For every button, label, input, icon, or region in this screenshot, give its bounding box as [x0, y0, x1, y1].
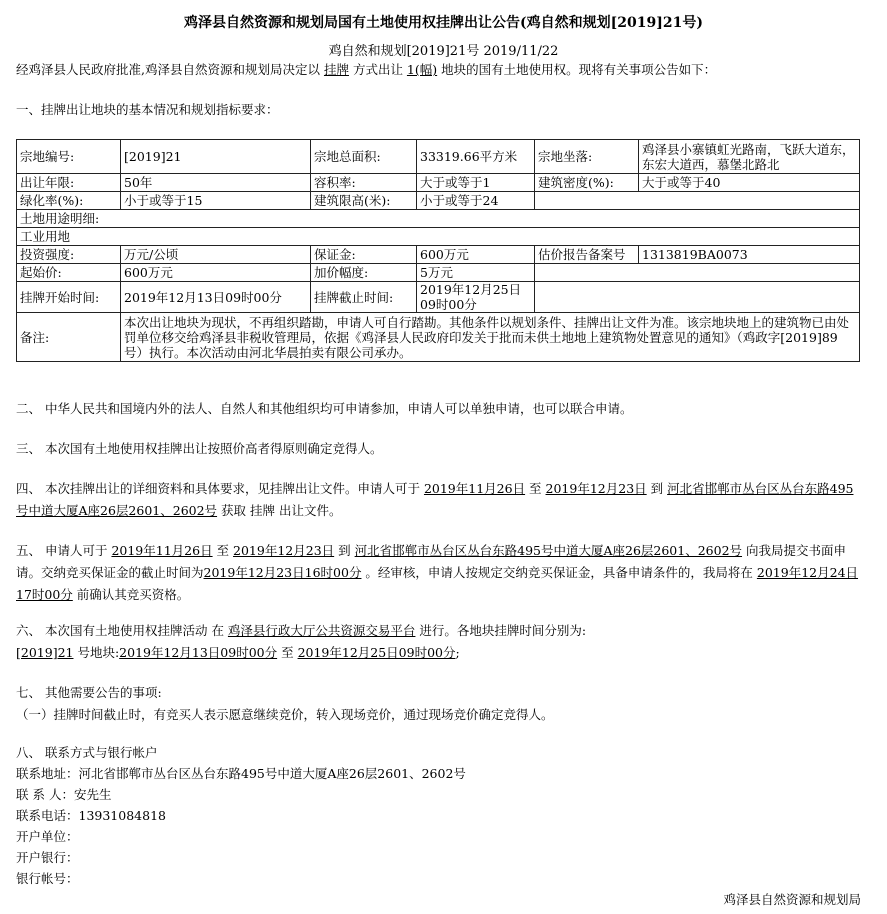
green-label: 绿化率(%):	[17, 192, 121, 210]
section-4-text: 获取 挂牌 出让文件。	[217, 503, 342, 518]
remark-label: 备注:	[17, 313, 121, 362]
section-4-text: 四、 本次挂牌出让的详细资料和具体要求，见挂牌出让文件。申请人可于	[16, 481, 424, 496]
contact-address: 联系地址：河北省邯郸市丛台区丛台东路495号中道大厦A座26层2601、2602号	[16, 766, 466, 781]
intro-mode: 挂牌	[323, 62, 349, 77]
section-5-text: 前确认其竞买资格。	[72, 587, 190, 602]
increment-label: 加价幅度:	[311, 264, 417, 282]
section-5-text: 五、 申请人可于	[16, 543, 112, 558]
section-4-date-start: 2019年11月26日	[423, 481, 526, 496]
section-5-text: 至	[212, 543, 234, 558]
section-1-heading: 一、挂牌出让地块的基本情况和规划指标要求：	[16, 102, 279, 117]
document-number-date: 鸡自然和规划[2019]21号 2019/11/22	[328, 44, 559, 59]
table-row	[17, 246, 860, 264]
section-4-text: 到	[646, 481, 668, 496]
section-6-time-start: 2019年12月13日09时00分	[119, 645, 278, 660]
section-4-address: 河北省邯郸市丛台区丛台东路495号中道大厦A座26层2601、2602号	[16, 481, 854, 518]
increment-value: 5万元	[417, 264, 535, 282]
section-5-date-start: 2019年11月26日	[111, 543, 213, 558]
table-row	[17, 210, 860, 228]
section-4-date-end: 2019年12月23日	[545, 481, 647, 496]
deposit-value: 600万元	[417, 246, 535, 264]
bank-unit: 开户单位：	[16, 829, 79, 844]
start-price-value: 600万元	[121, 264, 311, 282]
section-7-item: （一）挂牌时间截止时，有竞买人表示愿意继续竞价，转入现场竞价，通过现场竞价确定竞得人。	[16, 707, 554, 722]
invest-label: 投资强度:	[17, 246, 121, 264]
section-5-date-end: 2019年12月23日	[233, 543, 335, 558]
appraisal-value: 1313819BA0073	[639, 246, 860, 264]
contact-phone: 联系电话：13931084818	[16, 808, 166, 823]
bank-name: 开户银行：	[16, 850, 79, 865]
start-time-value: 2019年12月13日09时00分	[121, 282, 311, 313]
intro-text-1: 经鸡泽县人民政府批准,鸡泽县自然资源和规划局决定以	[16, 62, 324, 77]
table-row	[17, 313, 860, 362]
table-row	[17, 174, 860, 192]
empty-cell	[535, 192, 860, 210]
intro-text-2: 方式出让	[348, 62, 407, 77]
issuer-signature: 鸡泽县自然资源和规划局	[723, 892, 861, 907]
table-row	[17, 192, 860, 210]
height-value: 小于或等于24	[417, 192, 535, 210]
section-6	[16, 620, 861, 664]
section-7-heading: 七、 其他需要公告的事项:	[16, 685, 162, 700]
intro-count: 1(幅)	[406, 62, 438, 77]
section-7	[16, 682, 861, 726]
term-value: 50年	[121, 174, 311, 192]
section-3: 三、 本次国有土地使用权挂牌出让按照价高者得原则确定竞得人。	[16, 441, 383, 456]
section-6-text: 至	[277, 645, 298, 660]
invest-value: 万元/公顷	[121, 246, 311, 264]
section-5-text: 。经审核，申请人按规定交纳竞买保证金，具备申请条件的，我局将在	[361, 565, 757, 580]
section-6-text: 六、 本次国有土地使用权挂牌活动 在	[16, 623, 228, 638]
table-row	[17, 264, 860, 282]
bank-account: 银行帐号：	[16, 871, 79, 886]
section-6-text: 进行。各地块挂牌时间分别为:	[415, 623, 587, 638]
term-label: 出让年限:	[17, 174, 121, 192]
table-row	[17, 140, 860, 174]
green-value: 小于或等于15	[121, 192, 311, 210]
far-label: 容积率:	[311, 174, 417, 192]
contact-person: 联 系 人：安先生	[16, 787, 112, 802]
end-time-value: 2019年12月25日09时00分	[417, 282, 535, 313]
page-title: 鸡泽县自然资源和规划局国有土地使用权挂牌出让公告(鸡自然和规划[2019]21号)	[184, 15, 703, 31]
empty-cell	[535, 264, 860, 282]
intro-paragraph	[16, 60, 716, 78]
section-2: 二、 中华人民共和国境内外的法人、自然人和其他组织均可申请参加，申请人可以单独申请，也可以联合申请。	[16, 401, 633, 416]
land-use-value: 工业用地	[17, 228, 860, 246]
area-label: 宗地总面积:	[311, 140, 417, 174]
start-price-label: 起始价:	[17, 264, 121, 282]
density-label: 建筑密度(%):	[535, 174, 639, 192]
section-4	[16, 478, 861, 522]
section-8-heading: 八、 联系方式与银行帐户	[16, 745, 158, 760]
start-time-label: 挂牌开始时间:	[17, 282, 121, 313]
deposit-label: 保证金:	[311, 246, 417, 264]
location-label: 宗地坐落:	[535, 140, 639, 174]
section-5-text: 向我局提交书面申请。交纳竞买保证金的截止时间为	[16, 543, 847, 580]
section-8	[16, 742, 861, 889]
far-value: 大于或等于1	[417, 174, 535, 192]
location-value: 鸡泽县小寨镇虹光路南，飞跃大道东，东宏大道西，慕堡北路北	[639, 140, 860, 174]
section-6-venue: 鸡泽县行政大厅公共资源交易平台	[227, 623, 416, 638]
area-value: 33319.66平方米	[417, 140, 535, 174]
empty-cell	[535, 282, 860, 313]
section-4-text: 至	[525, 481, 546, 496]
density-value: 大于或等于40	[639, 174, 860, 192]
land-use-label: 土地用途明细:	[17, 210, 860, 228]
table-row	[17, 282, 860, 313]
section-5-confirm-deadline: 2019年12月24日17时00分	[16, 565, 859, 602]
remark-value: 本次出让地块为现状，不再组织踏勘，申请人可自行踏勘。其他条件以规划条件、挂牌出让文件为准。该宗地块地上的建筑物已由处罚单位移交给鸡泽县非税收管理局，依据《鸡泽县人民政府印发关于批而未供土地地上建筑物处置意见的通知》（鸡政字[2019]89号）执行。本次活动由河北华晨拍卖有限公司承办。	[121, 313, 860, 362]
section-6-text: 号地块:	[73, 645, 120, 660]
parcel-info-table	[16, 139, 860, 362]
section-5-text: 到	[334, 543, 355, 558]
intro-text-3: 地块的国有土地使用权。现将有关事项公告如下：	[437, 62, 717, 77]
section-5-deposit-deadline: 2019年12月23日16时00分	[203, 565, 362, 580]
height-label: 建筑限高(米):	[311, 192, 417, 210]
appraisal-label: 估价报告备案号	[535, 246, 639, 264]
section-6-text: ;	[455, 645, 460, 660]
section-5-address: 河北省邯郸市丛台区丛台东路495号中道大厦A座26层2601、2602号	[354, 543, 743, 558]
section-5	[16, 540, 861, 606]
end-time-label: 挂牌截止时间:	[311, 282, 417, 313]
section-6-time-end: 2019年12月25日09时00分	[297, 645, 456, 660]
section-6-parcel: [2019]21	[16, 645, 74, 660]
table-row	[17, 228, 860, 246]
parcel-no-label: 宗地编号:	[17, 140, 121, 174]
parcel-no: [2019]21	[121, 140, 311, 174]
